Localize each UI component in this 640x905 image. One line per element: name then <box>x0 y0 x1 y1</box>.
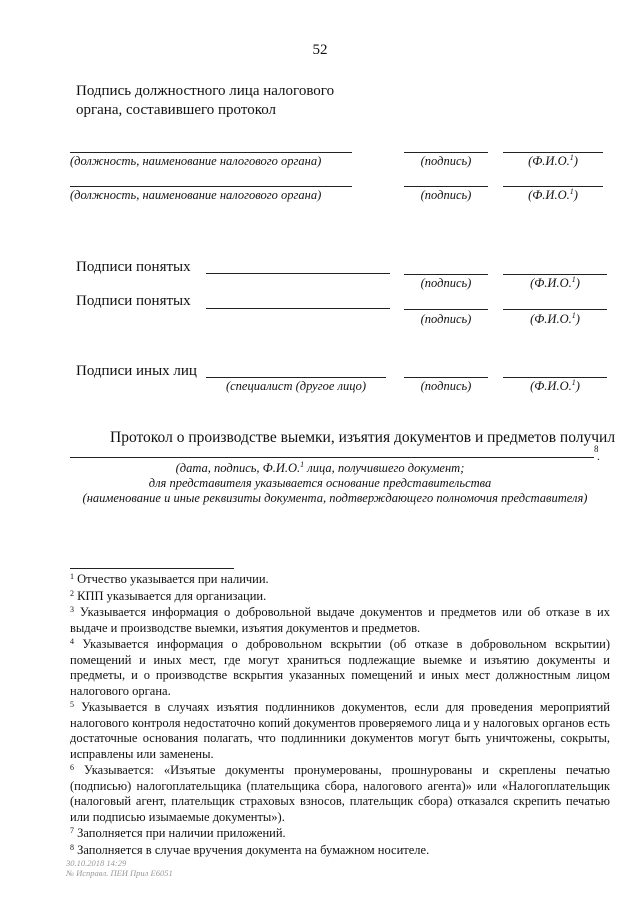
footnote-separator <box>70 568 234 569</box>
witness-name-caption-2: (Ф.И.О.$^1$) <box>530 310 580 326</box>
witness-label-2: Подписи понятых <box>76 293 191 309</box>
position-caption-2: (должность, наименование налогового органа) <box>70 188 322 202</box>
footnote-5: $^5$ Указывается в случаях изъятия подлинников документов, если для проведения мероприятий налогового контроля недостаточно копий документов проверяемого лица и у налоговых органов есть достаточные основания полагать, что подлинники документов могут быть уничтожены, сокрыты, исправлены или заменены. <box>70 700 610 761</box>
receipt-hint-2: для представителя указывается основание представительства <box>148 476 492 490</box>
heading-line-1: Подпись должностного лица налогового <box>76 83 335 99</box>
heading-line-2: органа, составившего протокол <box>76 102 277 118</box>
other-name-line <box>503 377 607 378</box>
footnote-2: $^2$ КПП указывается для организации. <box>70 588 267 603</box>
receipt-hint-1: (дата, подпись, Ф.И.О.$^1$ лица, получившего документ; <box>175 459 465 475</box>
name-line-1 <box>503 152 603 153</box>
document-stamp <box>66 858 173 878</box>
position-caption-1: (должность, наименование налогового органа) <box>70 154 322 168</box>
witness-signature-line-2 <box>404 309 488 310</box>
footnote-6: $^6$ Указывается: «Изъятые документы пронумерованы, прошнурованы и скреплены печатью (подписью) налогоплательщика (плательщика сбора, налогового агента)» или «Налогоплательщик (налоговый агент, плательщик страховых взносов, плательщик сбора) отказался скрепить печатью или подписью изымаемые документы»). <box>70 763 610 824</box>
stamp-line-2: № Исправл. ПЕИ Прил Е6051 <box>66 868 173 878</box>
witness-signature-line-1 <box>404 274 488 275</box>
signature-caption-2: (подпись) <box>420 188 472 202</box>
signature-line-1 <box>404 152 488 153</box>
witness-name-caption-1: (Ф.И.О.$^1$) <box>530 274 580 290</box>
receipt-hint-3: (наименование и иные реквизиты документа, подтверждающего полномочия представителя) <box>82 491 588 505</box>
other-persons-line <box>206 377 386 378</box>
specialist-caption: (специалист (другое лицо) <box>225 379 367 393</box>
name-line-2 <box>503 186 603 187</box>
stamp-line-1: 30.10.2018 14:29 <box>66 858 127 868</box>
witness-name-line-2 <box>503 309 607 310</box>
page-number: 52 <box>312 42 328 58</box>
position-line-1 <box>70 152 352 153</box>
receipt-text: Протокол о производстве выемки, изъятия документов и предметов получил <box>110 429 616 446</box>
position-line-2 <box>70 186 352 187</box>
footnote-1: $^1$ Отчество указывается при наличии. <box>70 572 269 586</box>
receipt-note-ref: 8 <box>594 444 599 454</box>
other-signature-caption: (подпись) <box>420 379 472 393</box>
signature-caption-1: (подпись) <box>420 154 472 168</box>
witness-sign-line-1 <box>206 273 390 274</box>
other-signature-line <box>404 377 488 378</box>
receipt-line <box>70 457 594 458</box>
name-caption-2: (Ф.И.О.$^1$) <box>528 186 578 202</box>
other-persons-label: Подписи иных лиц <box>76 363 197 379</box>
witness-name-line-1 <box>503 274 607 275</box>
footnote-3: $^3$ Указывается информация о добровольной выдаче документов и предметов или об отказе в их выдаче и производстве выемки, изъятия документов и предметов. <box>70 605 610 635</box>
footnote-8: $^8$ Заполняется в случае вручения документа на бумажном носителе. <box>70 842 430 857</box>
official-signature-heading <box>76 82 334 120</box>
witness-signature-caption-2: (подпись) <box>420 312 472 326</box>
witness-label-1: Подписи понятых <box>76 259 191 275</box>
footnote-4: $^4$ Указывается информация о добровольном вскрытии (об отказе в добровольном вскрытии) помещений и иных мест, где могут храниться подлежащие выемке и изъятию документы и предметы, и о производстве вскрытия указанных помещений и иных мест должностным лицом налогового органа. <box>70 637 611 698</box>
signature-line-2 <box>404 186 488 187</box>
other-name-caption: (Ф.И.О.$^1$) <box>530 377 580 393</box>
witness-sign-line-2 <box>206 308 390 309</box>
footnotes <box>70 572 610 859</box>
name-caption-1: (Ф.И.О.$^1$) <box>528 152 578 168</box>
witness-signature-caption-1: (подпись) <box>420 276 472 290</box>
footnote-7: $^7$ Заполняется при наличии приложений. <box>70 826 286 840</box>
receipt-line-end: . <box>597 449 600 463</box>
